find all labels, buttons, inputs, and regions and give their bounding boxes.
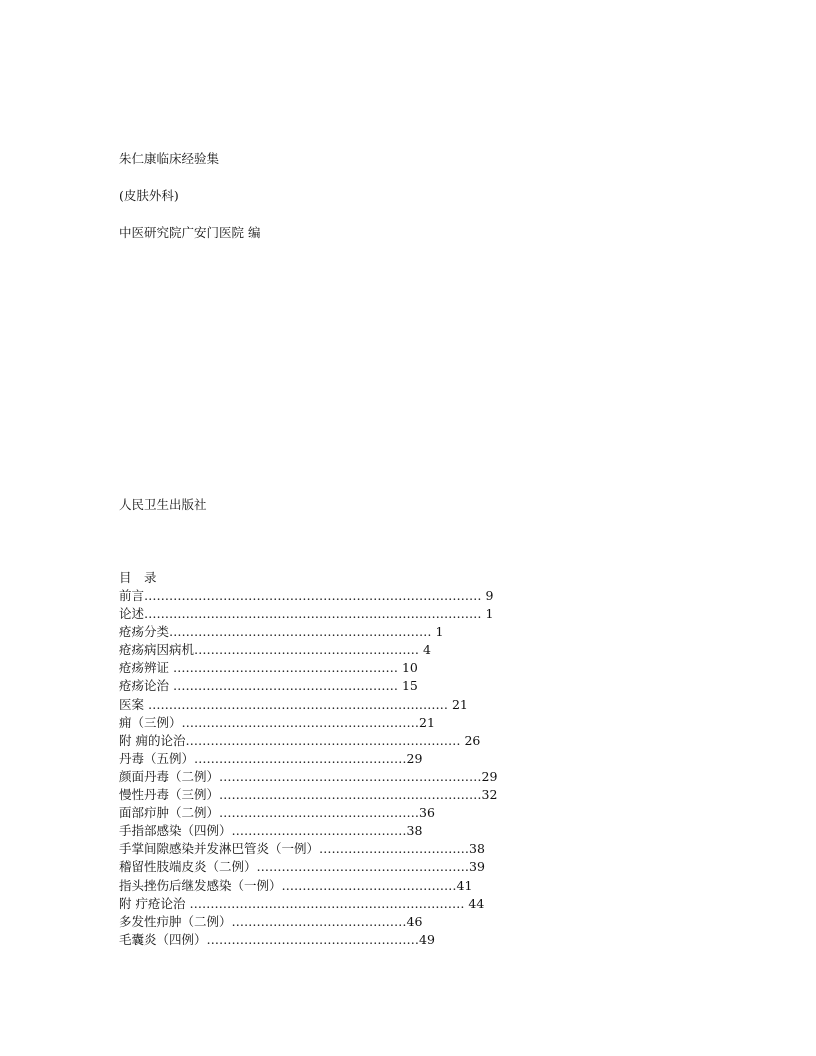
toc-entry: 疮疡论治 ……………………………………………… 15 <box>119 678 418 694</box>
toc-entry: 手指部感染（四例）……………………………………38 <box>119 823 423 839</box>
toc-entry: 疮疡辨证 ……………………………………………… 10 <box>119 660 418 676</box>
toc-entry: 面部疖肿（二例）…………………………………………36 <box>119 805 435 821</box>
toc-entry: 痈（三例）…………………………………………………21 <box>119 714 435 730</box>
toc-entry: 疮疡病因病机……………………………………………… 4 <box>119 642 431 658</box>
book-editor: 中医研究院广安门医院 编 <box>119 225 261 240</box>
toc-entry: 丹毒（五例）……………………………………………29 <box>119 750 423 766</box>
toc-entry: 颜面丹毒（二例）………………………………………………………29 <box>119 768 498 784</box>
book-title: 朱仁康临床经验集 <box>119 151 220 166</box>
table-of-contents <box>119 587 497 949</box>
toc-entry: 多发性疖肿（二例）……………………………………46 <box>119 913 423 929</box>
toc-entry: 论述……………………………………………………………………… 1 <box>119 606 494 622</box>
toc-entry: 疮疡分类……………………………………………………… 1 <box>119 624 444 640</box>
toc-entry: 稽留性肢端皮炎（二例）……………………………………………39 <box>119 859 485 875</box>
toc-entry: 手掌间隙感染并发淋巴管炎（一例）………………………………38 <box>119 841 485 857</box>
toc-entry: 慢性丹毒（三例）………………………………………………………32 <box>119 787 498 803</box>
book-subtitle: (皮肤外科) <box>119 188 179 203</box>
book-publisher: 人民卫生出版社 <box>119 497 207 512</box>
toc-entry: 医案 ……………………………………………………………… 21 <box>119 696 468 712</box>
toc-entry: 指头挫伤后继发感染（一例）……………………………………41 <box>119 877 473 893</box>
toc-heading: 目 录 <box>119 570 157 585</box>
toc-entry: 附 疔疮论治 ………………………………………………………… 44 <box>119 895 485 911</box>
toc-entry: 前言……………………………………………………………………… 9 <box>119 588 494 603</box>
toc-entry: 附 痈的论治………………………………………………………… 26 <box>119 732 481 748</box>
toc-entry: 毛囊炎（四例）……………………………………………49 <box>119 931 435 947</box>
